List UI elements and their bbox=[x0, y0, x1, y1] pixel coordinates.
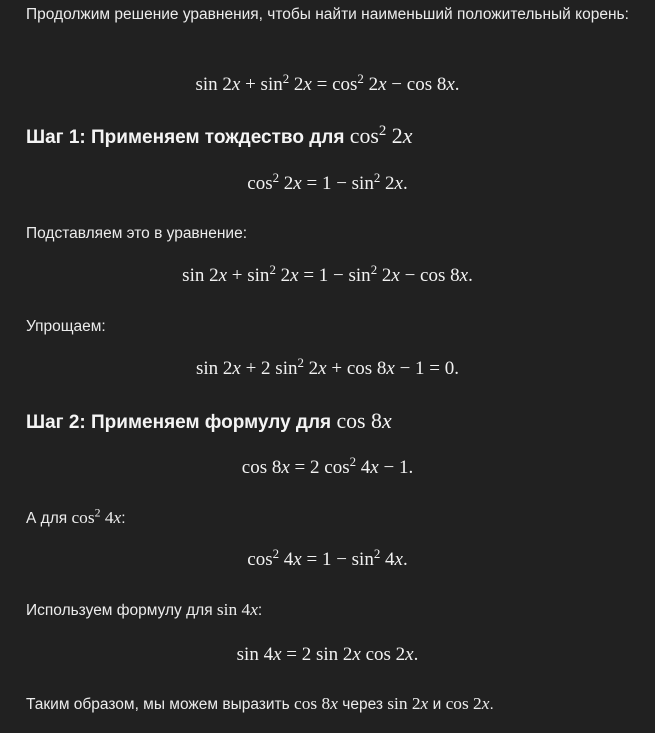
step2-text2-math: sin 4x bbox=[216, 600, 258, 619]
step2-text1-end: : bbox=[121, 510, 126, 527]
conclusion-math3: cos 2x bbox=[445, 694, 490, 713]
conclusion-paragraph bbox=[26, 689, 494, 719]
step2-text2-end: : bbox=[257, 602, 263, 619]
conclusion-math2: sin 2x bbox=[387, 694, 429, 713]
step1-simplify-text: Упрощаем: bbox=[26, 318, 106, 335]
conclusion-math1: cos 8x bbox=[294, 694, 338, 713]
conclusion-part1: Таким образом, мы можем выразить bbox=[26, 696, 290, 713]
step2-cos4x-text bbox=[26, 503, 126, 533]
step2-text1: А для bbox=[26, 510, 68, 527]
step2-equation-sin4x: sin 4x = 2 sin 2x cos 2x. bbox=[236, 644, 419, 665]
step1-equation-simplified: sin 2x + 2 $\sin^2 2x + \cos 8x - 1 = 0$. bbox=[195, 354, 460, 379]
step1-heading-math: $\cos^2 2x$ bbox=[349, 122, 413, 148]
step2-heading-text: Шаг 2: Применяем формулу для bbox=[26, 412, 332, 433]
step2-equation-cos4x: $\cos^2 4x = 1 - \sin^2 4x$. bbox=[247, 545, 408, 570]
step1-heading-text: Шаг 1: Применяем тождество для bbox=[26, 127, 345, 148]
equation-main: $\sin 2x + \sin^2 2x = \cos^2 2x - \cos 8x$. bbox=[195, 70, 460, 95]
intro-paragraph: Продолжим решение уравнения, чтобы найти наименьший положительный корень: bbox=[26, 6, 629, 23]
conclusion-part4: . bbox=[489, 696, 494, 713]
step1-equation-identity: $\cos^2 2x = 1 - \sin^2 2x$. bbox=[247, 169, 408, 194]
step2-heading bbox=[26, 409, 392, 434]
conclusion-part2: через bbox=[342, 696, 383, 713]
step2-sin4x-text bbox=[26, 595, 262, 625]
step1-heading bbox=[26, 124, 412, 149]
step2-heading-math: cos 8x bbox=[336, 409, 392, 433]
step2-text1-math: $\cos^2 4x$ bbox=[71, 505, 122, 527]
step2-equation-cos8x: cos 8x = 2 $\cos^2 4x - 1$. bbox=[241, 453, 414, 478]
conclusion-part3: и bbox=[432, 696, 442, 713]
step1-substitute-text: Подставляем это в уравнение: bbox=[26, 225, 247, 242]
step1-equation-substituted: $\sin 2x + \sin^2 2x = 1 - \sin^2 2x - \cos 8x$. bbox=[182, 261, 473, 286]
step2-text2: Используем формулу для bbox=[26, 602, 213, 619]
